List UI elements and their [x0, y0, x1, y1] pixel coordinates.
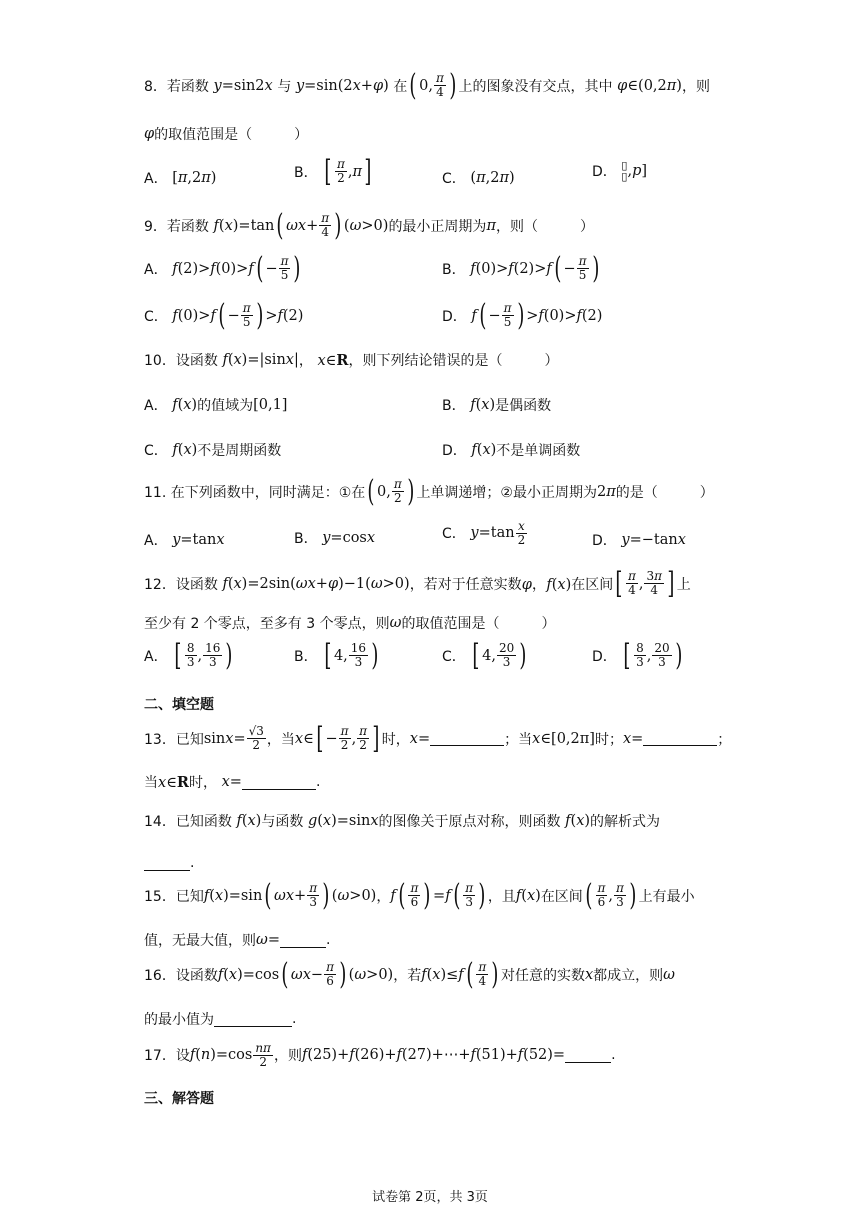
q10-text: 10．设函数	[144, 353, 218, 369]
q10-text: ，	[298, 353, 313, 369]
q8-option-a[interactable]: A． [π,2π)	[144, 170, 217, 187]
q17-line: 17．设 f(n)=cos $\frac{n\pi}{2}$ ，则 f(25)+f(26)+f(27)+⋯+f(51)+f(52)= .	[144, 1041, 616, 1069]
q11-option-b[interactable]: B． y=cosx	[294, 530, 376, 547]
q12-stem-line1: 12．设函数 f(x)=2sin(ωx+φ)−1(ω>0) ，若对于任意实数 φ，f(x) 在区间 [ $\frac{\pi}{4}$ , $\frac{3\pi}{4}$ ] 上	[144, 566, 691, 601]
q10-option-c[interactable]: C． f(x) 不是周期函数	[144, 442, 282, 459]
q8-stem-line1: 8．若函数 y=sin2x 与 y=sin(2x+φ) 在 ( 0, $\frac{\pi}{4}$ ) 上的图象没有交点，其中 φ∈(0,2π) ，则	[144, 68, 710, 103]
q11-stem: 11. 在下列函数中，同时满足：①在 ( 0, $\frac{\pi}{2}$ ) 上单调递增；②最小正周期为 2π 的是（ ）	[144, 474, 714, 509]
q12-stem-line2: 至少有 2 个零点，至多有 3 个零点，则 ω 的取值范围是（ ）	[144, 615, 556, 632]
option-text: 的值域为	[197, 398, 254, 414]
q13-text: ，当	[266, 731, 295, 748]
option-label: B．	[294, 648, 318, 665]
option-label: C．	[442, 648, 466, 665]
q12-option-c[interactable]: C． [ 4, $\frac{20}{3}$ )	[442, 638, 527, 673]
option-text: 不是单调函数	[496, 443, 581, 459]
page-footer: 试卷第 2页，共 3页	[372, 1190, 488, 1205]
q8-option-b[interactable]: B． [ $\frac{\pi}{2}$ ,π ]	[294, 154, 372, 189]
q9-text: 的最小正周期为	[388, 218, 487, 235]
q14-text: 的解析式为	[590, 814, 661, 830]
q14-line2	[144, 855, 194, 871]
q12-option-b[interactable]: B． [ 4, $\frac{16}{3}$ )	[294, 638, 379, 673]
q15-text: 值，无最大值，则	[144, 933, 256, 949]
q15-text: 15．已知	[144, 888, 204, 905]
q16-text: 都成立，则	[593, 967, 664, 984]
answer-blank[interactable]	[144, 856, 190, 871]
q11-text: 上单调递增；②最小正周期为	[416, 484, 597, 501]
q13-text: ；	[717, 731, 732, 748]
option-label: D．	[592, 648, 617, 665]
q8-option-c[interactable]: C． (π,2π)	[442, 170, 515, 187]
section-fill-in: 二、填空题	[144, 697, 214, 713]
option-label: A．	[144, 261, 168, 278]
option-label: B．	[442, 261, 466, 278]
q12-text: 的取值范围是（ ）	[401, 616, 556, 632]
q13-text: .	[315, 774, 321, 790]
q13-line2: 当 x∈R 时， x= .	[144, 773, 321, 791]
q12-text: 至少有 2 个零点，至多有 3 个零点，则	[144, 616, 390, 632]
option-label: C．	[442, 171, 466, 187]
q8-text: 上的图象没有交点，其中	[458, 78, 613, 95]
garbled-glyph-icon: ▯ ▯	[621, 159, 628, 183]
option-label: D．	[592, 533, 617, 549]
q11-option-a[interactable]: A． y=tanx	[144, 532, 225, 549]
q17-text: .	[611, 1047, 616, 1064]
q8-text: 的取值范围是（ ）	[154, 127, 309, 143]
q13-text: 当	[144, 775, 158, 791]
option-label: A．	[144, 648, 168, 665]
q14-text: .	[190, 855, 195, 871]
q11-option-c[interactable]: C． y=tan $\frac{x}{2}$	[442, 519, 526, 547]
q16-text: 对任意的实数	[500, 967, 585, 984]
q8-text: 8．若函数	[144, 78, 209, 95]
option-label: A．	[144, 171, 168, 187]
q8-stem-line2: φ 的取值范围是（ ）	[144, 126, 309, 143]
q8-text: 在	[393, 78, 408, 95]
q8-text: 与	[277, 78, 292, 95]
q14-line1: 14．已知函数 f(x) 与函数 g(x)=sinx 的图像关于原点对称，则函数 f(x) 的解析式为	[144, 813, 661, 830]
q9-option-a[interactable]: A． f(2)>f(0)>f ( − $\frac{\pi}{5}$ )	[144, 251, 301, 286]
q8-option-d[interactable]: D． ▯ ▯ ,p]	[592, 159, 648, 183]
q8-text: ，则	[681, 78, 710, 95]
q9-option-c[interactable]: C． f(0)>f ( − $\frac{\pi}{5}$ ) >f(2)	[144, 298, 304, 333]
q10-stem: 10．设函数 f(x)=|sinx| ， x∈R ，则下列结论错误的是（ ）	[144, 351, 559, 369]
q11-text: 11. 在下列函数中，同时满足：①在	[144, 484, 366, 501]
answer-blank[interactable]	[214, 1012, 292, 1027]
q12-text: ，若对于任意实数	[409, 576, 522, 593]
q16-line2	[144, 1009, 296, 1029]
q9-stem: 9．若函数 f(x)=tan ( ωx+ $\frac{\pi}{4}$ ) (ω>0) 的最小正周期为 π ，则（ ）	[144, 208, 594, 243]
q16-line1: 16．设函数 f(x)=cos ( ωx− $\frac{\pi}{6}$ ) (ω>0) ，若 f(x)≤f ( $\frac{\pi}{4}$ ) 对任意的实数 x 都成立，则 ω	[144, 957, 675, 992]
option-label: D．	[592, 164, 617, 180]
answer-blank[interactable]	[280, 933, 326, 948]
q13-text: ；当	[504, 731, 533, 748]
q11-text: 的是（ ）	[615, 484, 714, 501]
q12-option-a[interactable]: A． [ $\frac{8}{3}$ , $\frac{16}{3}$ )	[144, 638, 233, 673]
q10-option-d[interactable]: D． f(x) 不是单调函数	[442, 442, 581, 459]
q14-text: 与函数	[261, 814, 304, 830]
option-label: D．	[442, 443, 467, 459]
q9-text: 9．若函数	[144, 218, 209, 235]
section-solution: 三、解答题	[144, 1091, 214, 1107]
option-label: A．	[144, 398, 168, 414]
option-label: C．	[442, 526, 466, 543]
q15-text: ，且	[487, 888, 516, 905]
q15-line2: 值，无最大值，则 ω= .	[144, 932, 331, 949]
option-text: 是偶函数	[495, 398, 552, 414]
q14-text: 14．已知函数	[144, 814, 232, 830]
q10-text: ，则下列结论错误的是（ ）	[348, 353, 559, 369]
answer-blank[interactable]	[565, 1048, 611, 1063]
option-label: B．	[294, 164, 318, 181]
q13-text: 时，	[381, 731, 410, 748]
q16-text: 的最小值为	[144, 1012, 214, 1028]
q12-option-d[interactable]: D． [ $\frac{8}{3}$ , $\frac{20}{3}$ )	[592, 638, 683, 673]
q17-text: ，则	[273, 1048, 302, 1065]
answer-blank[interactable]	[242, 775, 316, 790]
q9-option-d[interactable]: D． f ( − $\frac{\pi}{5}$ ) >f(0)>f(2)	[442, 298, 603, 333]
q15-text: 在区间	[540, 888, 583, 905]
q11-option-d[interactable]: D． y=−tanx	[592, 532, 686, 549]
q12-text: 12．设函数	[144, 576, 218, 593]
option-label: C．	[144, 308, 168, 325]
answer-blank[interactable]	[430, 731, 504, 746]
q16-text: .	[292, 1011, 297, 1027]
q16-text: 16．设函数	[144, 967, 218, 984]
option-label: B．	[294, 531, 318, 547]
q13-text: 时；	[594, 731, 623, 748]
q15-line1: 15．已知 f(x)=sin ( ωx+ $\frac{\pi}{3}$ ) (ω>0) ， f ( $\frac{\pi}{6}$ ) =f ( $\frac{\pi}{3}$ ) ，且 f(x) 在区间 ( $\frac{\pi}{6}$ , $\frac{\pi}{3}$ ) 上有最小	[144, 878, 695, 913]
q13-line1: 13．已知 sinx= $\frac{√3}{2}$ ，当 x∈ [ − $\frac{\pi}{2}$ , $\frac{\pi}{2}$ ] 时， x= ；当 x∈[0,2π] 时； x= ；	[144, 721, 732, 756]
option-label: D．	[442, 308, 467, 325]
q12-text: 上	[676, 576, 691, 593]
q15-text: .	[325, 932, 331, 948]
q10-option-a[interactable]: A． f(x) 的值域为 [0,1]	[144, 397, 288, 414]
q12-text: 在区间	[571, 576, 614, 593]
q15-text: ，	[376, 888, 391, 905]
q17-text: 17．设	[144, 1048, 190, 1065]
q9-text: ，则（ ）	[495, 218, 594, 235]
option-label: A．	[144, 533, 168, 549]
q16-text: ，若	[393, 967, 422, 984]
q13-text: 13．已知	[144, 731, 204, 748]
q10-option-b[interactable]: B． f(x) 是偶函数	[442, 397, 552, 414]
option-text: 不是周期函数	[197, 443, 282, 459]
q14-text: 的图像关于原点对称，则函数	[378, 814, 561, 830]
option-label: B．	[442, 398, 466, 414]
q15-text: 上有最小	[638, 888, 695, 905]
answer-blank[interactable]	[643, 731, 717, 746]
q9-option-b[interactable]: B． f(0)>f(2)>f ( − $\frac{\pi}{5}$ )	[442, 251, 599, 286]
option-label: C．	[144, 443, 168, 459]
q13-text: 时，	[188, 775, 217, 791]
